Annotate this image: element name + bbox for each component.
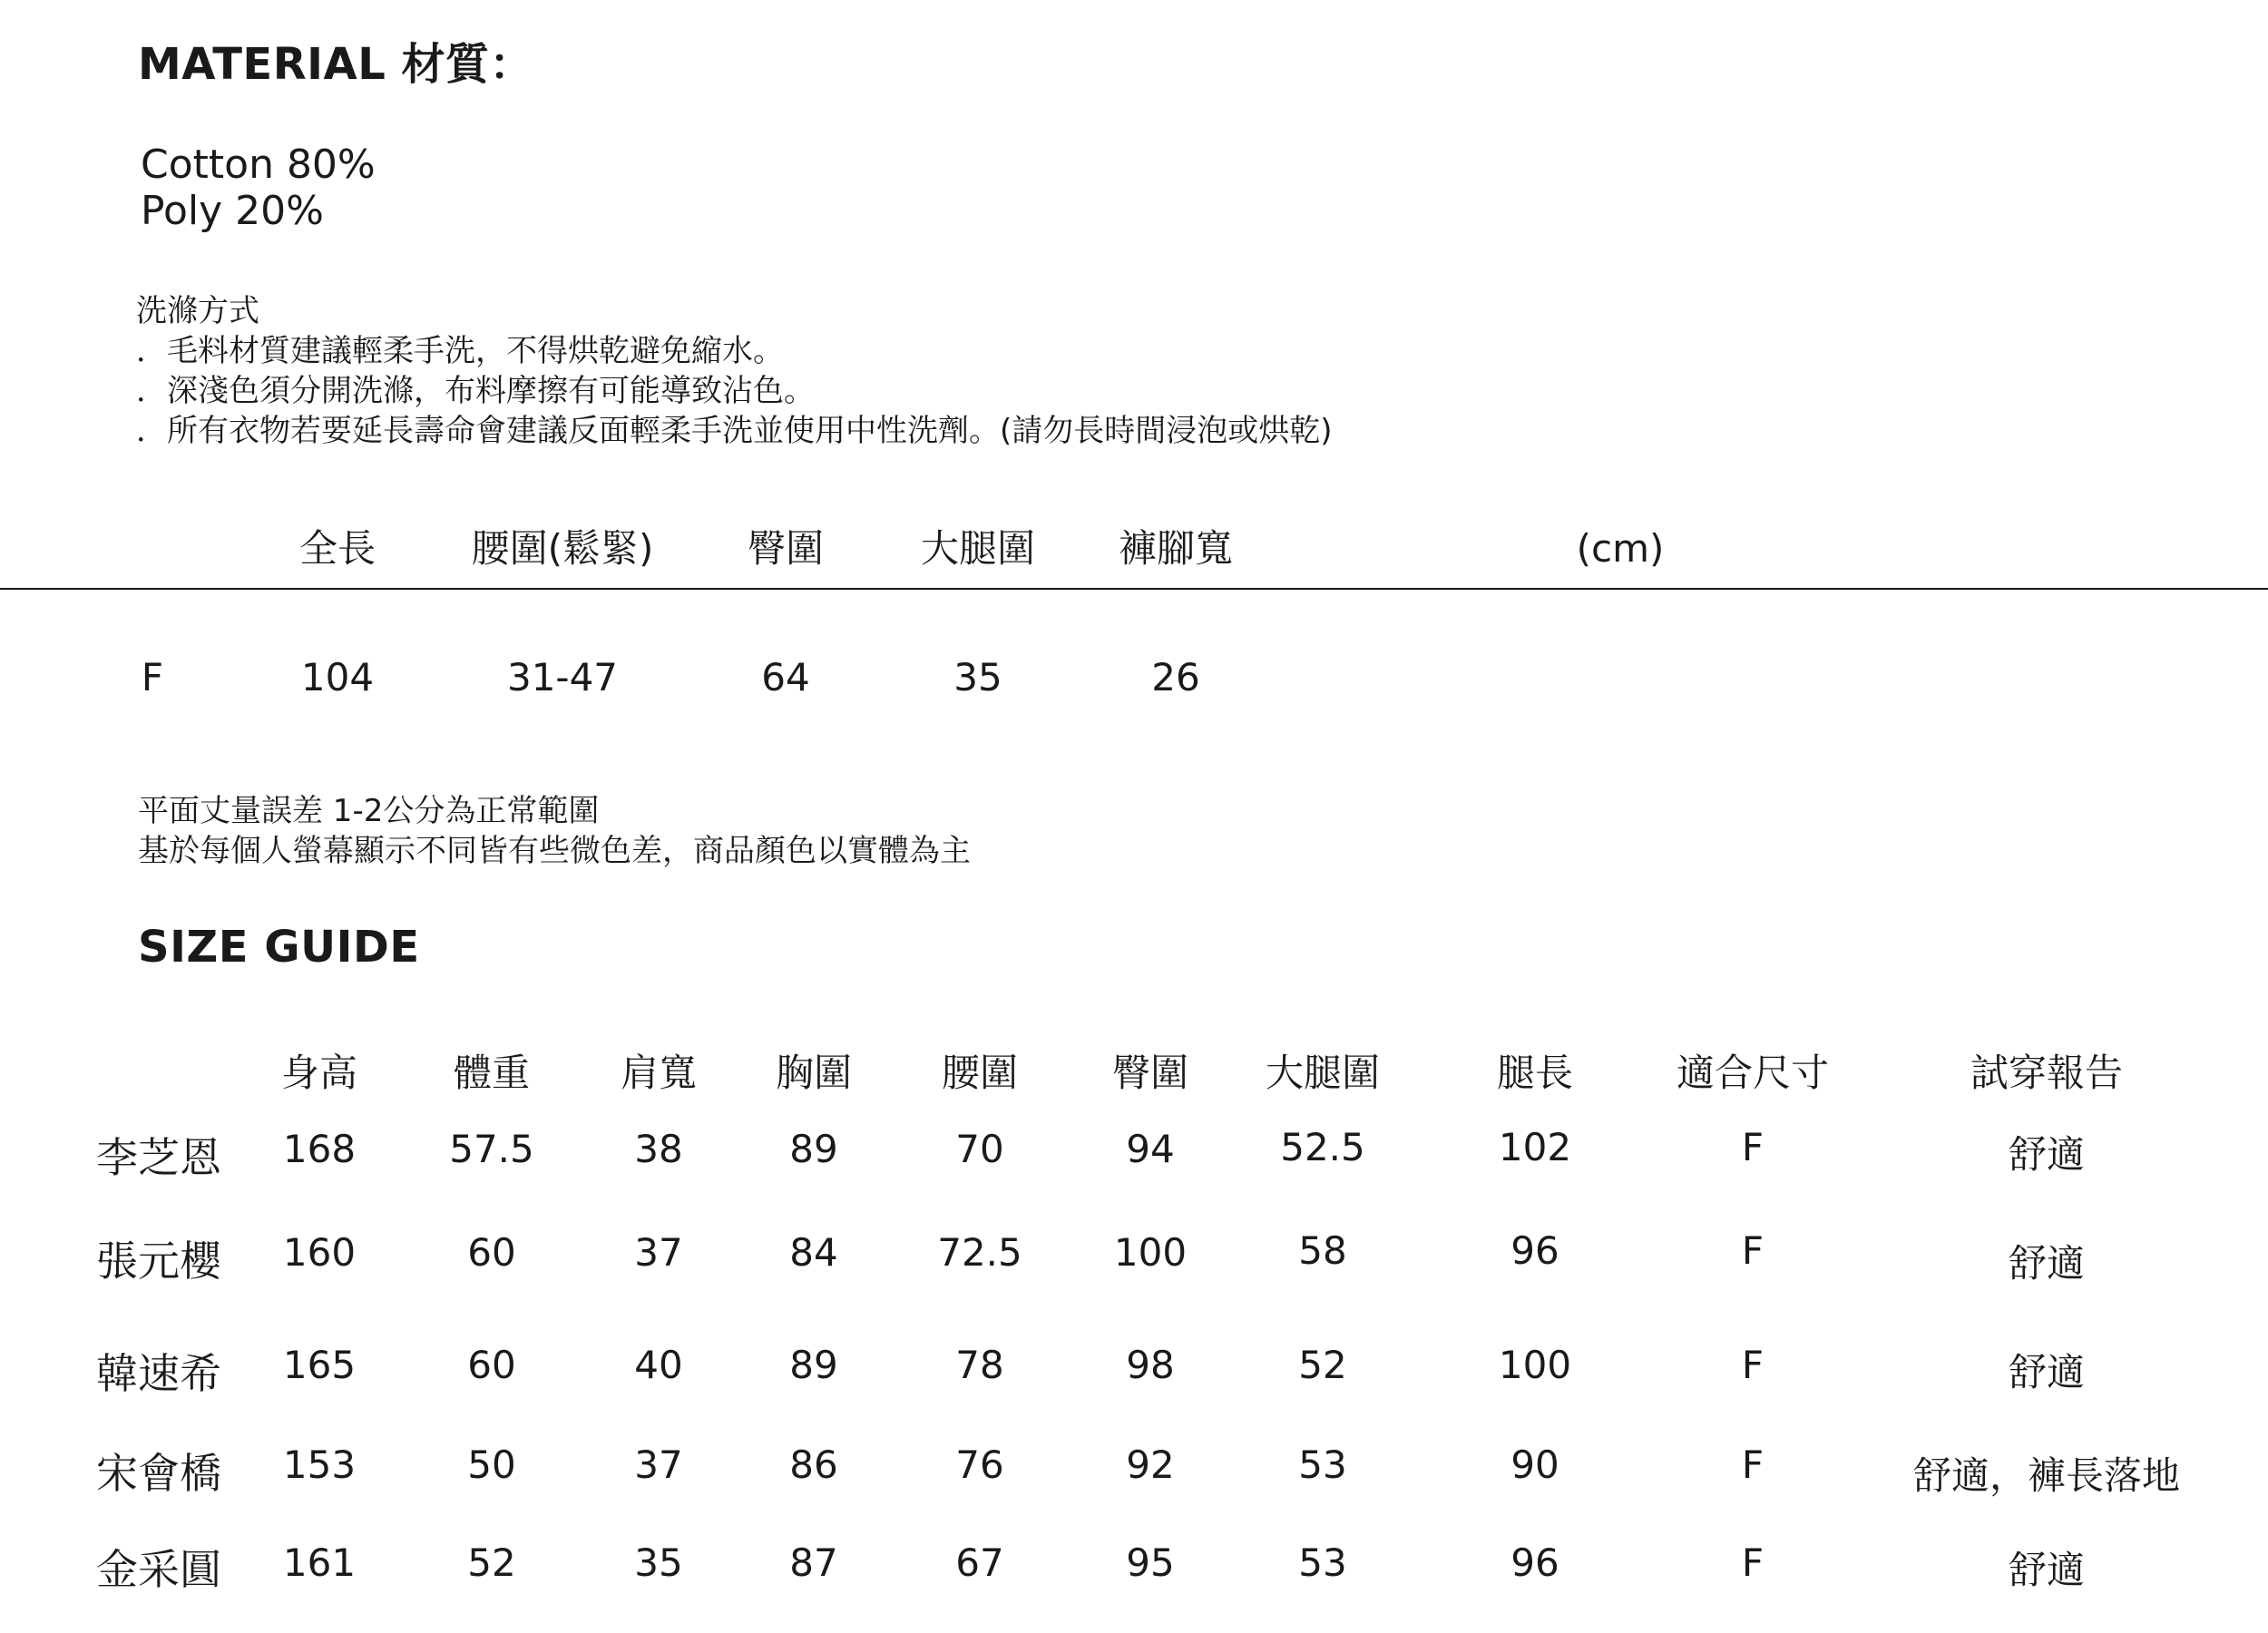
cell-waist: 70	[955, 1127, 1004, 1171]
measure-value-thigh: 35	[953, 655, 1002, 699]
cell-waist: 67	[955, 1540, 1004, 1585]
measure-value-hip: 64	[761, 655, 810, 699]
guide-header-height: 身高	[280, 1051, 358, 1095]
cell-thigh: 52.5	[1280, 1125, 1365, 1169]
cell-thigh: 53	[1298, 1540, 1347, 1585]
cell-height: 160	[282, 1230, 357, 1275]
measure-unit: (cm)	[1576, 526, 1665, 571]
care-item: ．深淺色須分開洗滌，布料摩擦有可能導致沾色。	[136, 373, 815, 409]
cell-leg: 96	[1510, 1228, 1559, 1273]
material-heading: MATERIAL 材質：	[138, 39, 533, 90]
cell-report: 舒適	[2008, 1241, 2086, 1286]
guide-header-fit-size: 適合尺寸	[1676, 1051, 1830, 1095]
material-line-poly: Poly 20%	[141, 188, 324, 234]
model-name: 李芝恩	[96, 1133, 221, 1182]
cell-chest: 86	[789, 1442, 838, 1487]
cell-chest: 89	[789, 1127, 838, 1171]
cell-weight: 50	[467, 1442, 516, 1487]
cell-height: 161	[282, 1540, 357, 1585]
cell-thigh: 53	[1298, 1442, 1347, 1487]
guide-header-thigh: 大腿圍	[1265, 1051, 1381, 1095]
cell-hip: 98	[1126, 1343, 1175, 1387]
measure-header-hip: 臀圍	[747, 526, 825, 571]
model-name: 張元櫻	[96, 1237, 221, 1286]
cell-leg: 100	[1498, 1343, 1572, 1387]
cell-height: 168	[282, 1127, 357, 1171]
cell-weight: 52	[467, 1540, 516, 1585]
note-line: 基於每個人螢幕顯示不同皆有些微色差，商品顏色以實體為主	[138, 833, 971, 869]
cell-weight: 60	[467, 1343, 516, 1387]
care-title: 洗滌方式	[136, 293, 259, 329]
cell-height: 165	[282, 1343, 357, 1387]
cell-weight: 57.5	[449, 1127, 534, 1171]
cell-shoulder: 35	[634, 1540, 683, 1585]
cell-thigh: 58	[1298, 1228, 1347, 1273]
guide-header-leg: 腿長	[1496, 1051, 1574, 1095]
cell-chest: 84	[789, 1230, 838, 1275]
cell-report: 舒適	[2008, 1548, 2086, 1592]
measure-value-waist: 31-47	[506, 655, 619, 699]
cell-weight: 60	[467, 1230, 516, 1275]
cell-thigh: 52	[1298, 1343, 1347, 1387]
size-guide-heading: SIZE GUIDE	[138, 922, 420, 973]
cell-fit-size: F	[1741, 1343, 1765, 1387]
cell-report: 舒適	[2008, 1132, 2086, 1177]
cell-leg: 90	[1510, 1442, 1559, 1487]
note-line: 平面丈量誤差 1-2公分為正常範圍	[138, 793, 600, 829]
guide-header-chest: 胸圍	[775, 1051, 853, 1095]
guide-header-weight: 體重	[453, 1051, 531, 1095]
guide-header-report: 試穿報告	[1970, 1051, 2124, 1095]
measure-header-waist: 腰圍(鬆緊)	[471, 526, 654, 571]
cell-shoulder: 38	[634, 1127, 683, 1171]
cell-fit-size: F	[1741, 1228, 1765, 1273]
cell-waist: 78	[955, 1343, 1004, 1387]
cell-hip: 92	[1126, 1442, 1175, 1487]
cell-chest: 89	[789, 1343, 838, 1387]
cell-shoulder: 37	[634, 1442, 683, 1487]
cell-shoulder: 40	[634, 1343, 683, 1387]
cell-waist: 72.5	[937, 1230, 1022, 1275]
cell-hip: 100	[1113, 1230, 1188, 1275]
guide-header-hip: 臀圍	[1111, 1051, 1189, 1095]
measure-size: F	[141, 655, 164, 699]
cell-hip: 94	[1126, 1127, 1175, 1171]
care-item: ．毛料材質建議輕柔手洗，不得烘乾避免縮水。	[136, 333, 784, 369]
model-name: 宋會橋	[96, 1449, 221, 1498]
measure-value-hem: 26	[1151, 655, 1200, 699]
cell-height: 153	[282, 1442, 357, 1487]
cell-fit-size: F	[1741, 1442, 1765, 1487]
cell-fit-size: F	[1741, 1125, 1765, 1169]
cell-leg: 102	[1498, 1125, 1572, 1169]
measure-divider	[0, 588, 2268, 590]
material-line-cotton: Cotton 80%	[141, 142, 376, 188]
guide-header-shoulder: 肩寬	[620, 1051, 698, 1095]
measure-header-length: 全長	[298, 526, 376, 571]
cell-report: 舒適	[2008, 1350, 2086, 1394]
cell-hip: 95	[1126, 1540, 1175, 1585]
measure-header-hem: 褲腳寬	[1118, 526, 1234, 571]
measure-header-thigh: 大腿圍	[920, 526, 1036, 571]
model-name: 金采圓	[96, 1545, 221, 1594]
model-name: 韓速希	[96, 1349, 221, 1398]
cell-report: 舒適，褲長落地	[1912, 1453, 2181, 1498]
cell-fit-size: F	[1741, 1540, 1765, 1585]
cell-waist: 76	[955, 1442, 1004, 1487]
cell-shoulder: 37	[634, 1230, 683, 1275]
cell-chest: 87	[789, 1540, 838, 1585]
cell-leg: 96	[1510, 1540, 1559, 1585]
measure-value-length: 104	[300, 655, 375, 699]
guide-header-waist: 腰圍	[941, 1051, 1019, 1095]
care-item: ．所有衣物若要延長壽命會建議反面輕柔手洗並使用中性洗劑。(請勿長時間浸泡或烘乾)	[136, 413, 1333, 449]
